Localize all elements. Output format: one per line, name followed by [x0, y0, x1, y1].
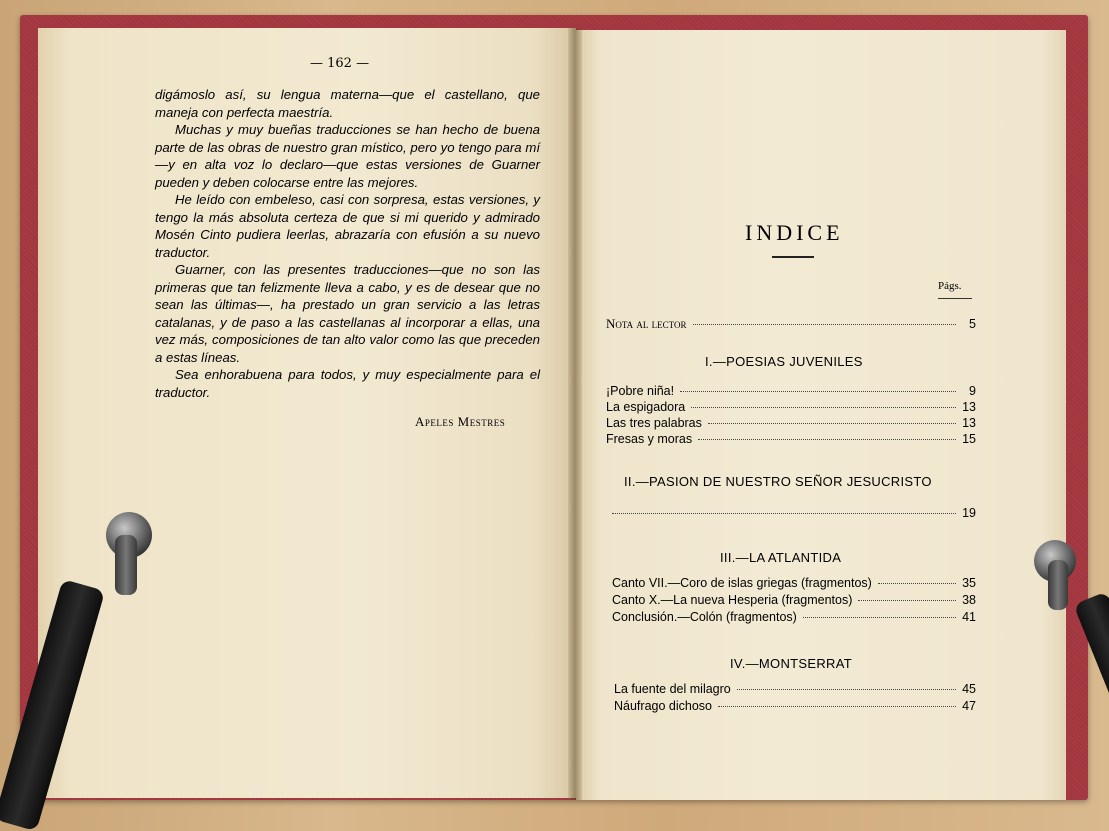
dot-leader	[698, 439, 956, 440]
dot-leader	[718, 706, 956, 707]
pages-column-rule	[938, 298, 972, 299]
toc-entry-page: 5	[969, 317, 976, 331]
page-number: — 162 —	[310, 56, 370, 71]
toc-entry-page: 19	[962, 506, 976, 520]
toc-entry-label: Fresas y moras	[606, 432, 693, 446]
toc-entry	[612, 593, 976, 608]
section-heading: IV.—MONTSERRAT	[730, 656, 852, 671]
toc-entry-page: 41	[962, 610, 976, 624]
toc-entry	[606, 416, 976, 431]
toc-entry	[612, 576, 976, 591]
toc-entry-page: 47	[962, 699, 976, 713]
dot-leader	[680, 391, 956, 392]
section-heading: II.—PASION DE NUESTRO SEÑOR JESUCRISTO	[624, 474, 932, 489]
dot-leader	[803, 617, 956, 618]
toc-entry-page: 38	[962, 593, 976, 607]
section-heading: I.—POESIAS JUVENILES	[705, 354, 863, 369]
toc-entry-label: La fuente del milagro	[614, 682, 731, 696]
toc-entry-page: 45	[962, 682, 976, 696]
paragraph: Sea enhorabuena para todos, y muy especialmente para el traductor.	[155, 367, 540, 400]
dot-leader	[708, 423, 956, 424]
toc-entry	[614, 699, 976, 714]
pages-column-label: Págs.	[938, 280, 962, 292]
toc-entry	[606, 506, 976, 521]
paragraph: digámoslo así, su lengua materna—que el castellano, que maneja con perfecta maestría.	[155, 87, 540, 120]
paragraph: He leído con embeleso, casi con sorpresa, estas versiones, y tengo la más absoluta certeza de que si mi querido y admirado Mosén Cinto pudiera leerlas, abrazaría con efusión a su nuevo traductor.	[155, 192, 540, 260]
dot-leader	[693, 324, 957, 325]
dot-leader	[612, 513, 956, 514]
toc-entry	[606, 384, 976, 399]
dot-leader	[878, 583, 956, 584]
toc-entry-label: Náufrago dichoso	[614, 699, 712, 713]
dot-leader	[691, 407, 956, 408]
dot-leader	[737, 689, 956, 690]
toc-entry-label: Las tres palabras	[606, 416, 702, 430]
toc-entry	[614, 682, 976, 697]
paragraph: Guarner, con las presentes traducciones—que no son las primeras que tan felizmente lleva a cabo, y es de desear que no sean las últimas—, ha prestado un gran servicio a las letras catalanas, y de paso a las castellanas al incorporar a ellas, una vez más, composiciones de tan alto valor como las que preceden a estas líneas.	[155, 262, 540, 365]
toc-entry-page: 13	[962, 416, 976, 430]
toc-entry-label: La espigadora	[606, 400, 686, 414]
toc-entry-nota	[606, 316, 976, 332]
title-divider	[772, 256, 814, 258]
paragraph: Muchas y muy bueñas traducciones se han hecho de buena parte de las obras de nuestro gran místico, pero yo tengo para mí—y en alta voz lo declaro—que estas versiones de Guarner pueden y deben colocarse entre las mejores.	[155, 122, 540, 190]
toc-entry-label: Conclusión.—Colón (fragmentos)	[612, 610, 797, 624]
toc-entry	[612, 610, 976, 625]
toc-entry	[606, 432, 976, 447]
book-gutter	[568, 28, 582, 800]
toc-entry-page: 13	[962, 400, 976, 414]
toc-entry-label: ¡Pobre niña!	[606, 384, 675, 398]
toc-entry-page: 35	[962, 576, 976, 590]
toc-entry-label: Canto X.—La nueva Hesperia (fragmentos)	[612, 593, 853, 607]
toc-entry	[606, 400, 976, 415]
dot-leader	[858, 600, 956, 601]
toc-entry-page: 9	[969, 384, 976, 398]
toc-entry-label: Canto VII.—Coro de islas griegas (fragmentos)	[612, 576, 872, 590]
body-text	[155, 86, 540, 401]
toc-entry-page: 15	[962, 432, 976, 446]
toc-entry-label: Nota al lector	[606, 316, 687, 331]
index-title: INDICE	[745, 220, 844, 245]
section-heading: III.—LA ATLANTIDA	[720, 550, 842, 565]
author-signature: Apeles Mestres	[415, 414, 506, 429]
